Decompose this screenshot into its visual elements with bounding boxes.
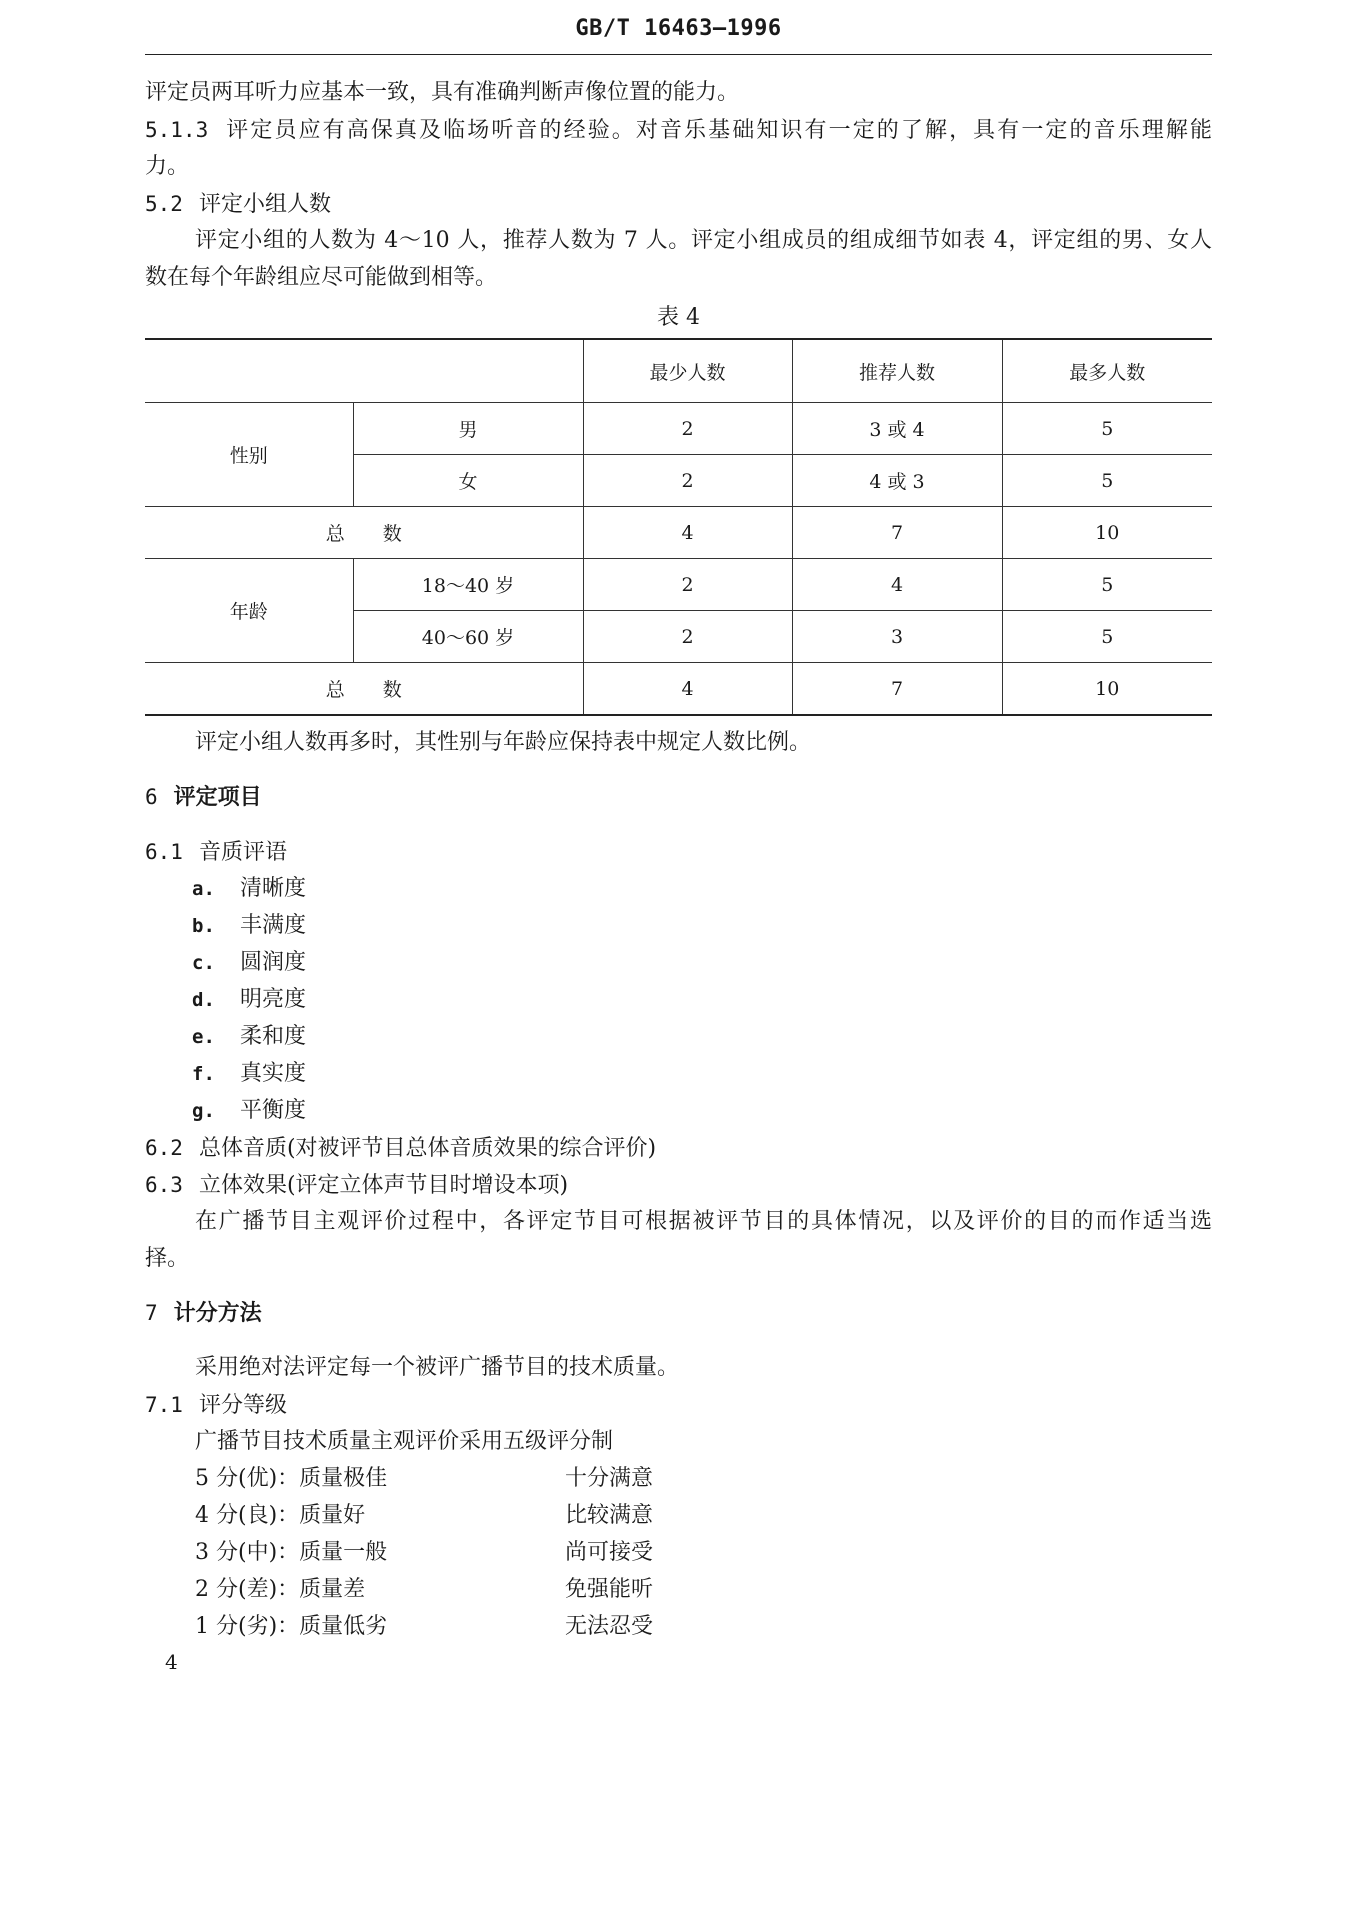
clause-5-1-3 bbox=[145, 115, 1212, 146]
standard-code-header: GB/T 16463—1996 bbox=[575, 16, 782, 41]
header-rule bbox=[145, 54, 1212, 55]
clause-number: 7.1 bbox=[145, 1393, 183, 1417]
table-row bbox=[145, 507, 1212, 559]
list-item: g. 平衡度 bbox=[192, 1098, 307, 1123]
cell-max: 10 bbox=[1002, 663, 1212, 716]
clause-title: 音质评语 bbox=[198, 840, 287, 865]
cell-max: 5 bbox=[1002, 455, 1212, 507]
clause-6-2 bbox=[145, 1133, 1212, 1164]
list-item: c. 圆润度 bbox=[192, 950, 307, 975]
group-label-age: 年龄 bbox=[145, 559, 353, 663]
cell-rec: 4 bbox=[792, 559, 1002, 611]
clause-number: 5.1.3 bbox=[145, 118, 209, 142]
cell-min: 4 bbox=[583, 663, 792, 716]
section-number: 6 bbox=[145, 785, 158, 809]
row-label: 40～60 岁 bbox=[353, 611, 583, 663]
score-meaning: 无法忍受 bbox=[565, 1614, 654, 1639]
clause-title: 评分等级 bbox=[198, 1393, 287, 1418]
section-title: 评定项目 bbox=[173, 785, 262, 810]
row-label: 男 bbox=[353, 403, 583, 455]
paragraph-five-level: 广播节目技术质量主观评价采用五级评分制 bbox=[195, 1429, 614, 1454]
cell-min: 2 bbox=[583, 455, 792, 507]
table-header-rec: 推荐人数 bbox=[792, 339, 1002, 403]
clause-number: 6.1 bbox=[145, 840, 183, 864]
cell-rec: 3 或 4 bbox=[792, 403, 1002, 455]
clause-7-1-heading bbox=[145, 1390, 1212, 1421]
cell-min: 2 bbox=[583, 403, 792, 455]
score-grade: 4 分(良)：质量好 bbox=[195, 1503, 366, 1528]
paragraph-hearing: 评定员两耳听力应基本一致，具有准确判断声像位置的能力。 bbox=[145, 80, 740, 105]
table-header-min: 最少人数 bbox=[583, 339, 792, 403]
cell-rec: 3 bbox=[792, 611, 1002, 663]
paragraph-selection: 在广播节目主观评价过程中，各评定节目可根据被评节目的具体情况，以及评价的目的而作适当选 bbox=[195, 1209, 1212, 1234]
cell-max: 5 bbox=[1002, 611, 1212, 663]
cell-min: 2 bbox=[583, 559, 792, 611]
clause-6-1-heading bbox=[145, 837, 1212, 868]
list-item: b. 丰满度 bbox=[192, 913, 307, 938]
score-meaning: 免强能听 bbox=[565, 1577, 654, 1602]
table-header-max: 最多人数 bbox=[1002, 339, 1212, 403]
section-number: 7 bbox=[145, 1301, 158, 1325]
score-meaning: 比较满意 bbox=[565, 1503, 654, 1528]
paragraph-selection-cont: 择。 bbox=[145, 1246, 190, 1271]
cell-max: 5 bbox=[1002, 559, 1212, 611]
clause-title: 评定小组人数 bbox=[198, 192, 331, 217]
clause-text: 立体效果(评定立体声节目时增设本项) bbox=[198, 1173, 569, 1198]
cell-rec: 7 bbox=[792, 507, 1002, 559]
cell-rec: 7 bbox=[792, 663, 1002, 716]
table-row bbox=[145, 403, 1212, 455]
page-number: 4 bbox=[165, 1650, 178, 1674]
list-item: a. 清晰度 bbox=[192, 876, 307, 901]
clause-number: 5.2 bbox=[145, 192, 183, 216]
row-label: 18～40 岁 bbox=[353, 559, 583, 611]
score-grade: 1 分(劣)：质量低劣 bbox=[195, 1614, 388, 1639]
paragraph-method: 采用绝对法评定每一个被评广播节目的技术质量。 bbox=[195, 1355, 680, 1380]
cell-min: 4 bbox=[583, 507, 792, 559]
section-7-heading bbox=[145, 1298, 1212, 1329]
table-caption: 表 4 bbox=[657, 305, 700, 330]
row-label-total: 总 数 bbox=[145, 663, 583, 716]
score-meaning: 十分满意 bbox=[565, 1466, 654, 1491]
paragraph-group-size: 评定小组的人数为 4～10 人，推荐人数为 7 人。评定小组成员的组成细节如表 4，评定组的男、女人 bbox=[195, 228, 1212, 253]
table-header-row bbox=[145, 339, 1212, 403]
clause-5-2-heading bbox=[145, 189, 1212, 220]
cell-min: 2 bbox=[583, 611, 792, 663]
table-row bbox=[145, 559, 1212, 611]
list-item: e. 柔和度 bbox=[192, 1024, 307, 1049]
table-header-empty bbox=[145, 339, 583, 403]
clause-number: 6.3 bbox=[145, 1173, 183, 1197]
row-label: 女 bbox=[353, 455, 583, 507]
section-6-heading bbox=[145, 782, 1212, 813]
cell-rec: 4 或 3 bbox=[792, 455, 1002, 507]
row-label-total: 总 数 bbox=[145, 507, 583, 559]
clause-5-1-3-cont: 力。 bbox=[145, 154, 190, 179]
cell-max: 5 bbox=[1002, 403, 1212, 455]
paragraph-after-table: 评定小组人数再多时，其性别与年龄应保持表中规定人数比例。 bbox=[195, 730, 812, 755]
score-grade: 2 分(差)：质量差 bbox=[195, 1577, 366, 1602]
table-row bbox=[145, 663, 1212, 716]
clause-text: 评定员应有高保真及临场听音的经验。对音乐基础知识有一定的了解，具有一定的音乐理解能 bbox=[224, 118, 1212, 143]
list-item: f. 真实度 bbox=[192, 1061, 307, 1086]
cell-max: 10 bbox=[1002, 507, 1212, 559]
table-4 bbox=[145, 338, 1212, 716]
section-title: 计分方法 bbox=[173, 1301, 262, 1326]
score-grade: 3 分(中)：质量一般 bbox=[195, 1540, 388, 1565]
clause-6-3 bbox=[145, 1170, 1212, 1201]
group-label-gender: 性别 bbox=[145, 403, 353, 507]
paragraph-group-size-cont: 数在每个年龄组应尽可能做到相等。 bbox=[145, 265, 498, 290]
clause-text: 总体音质(对被评节目总体音质效果的综合评价) bbox=[198, 1136, 657, 1161]
score-meaning: 尚可接受 bbox=[565, 1540, 654, 1565]
score-grade: 5 分(优)：质量极佳 bbox=[195, 1466, 388, 1491]
clause-number: 6.2 bbox=[145, 1136, 183, 1160]
list-item: d. 明亮度 bbox=[192, 987, 307, 1012]
